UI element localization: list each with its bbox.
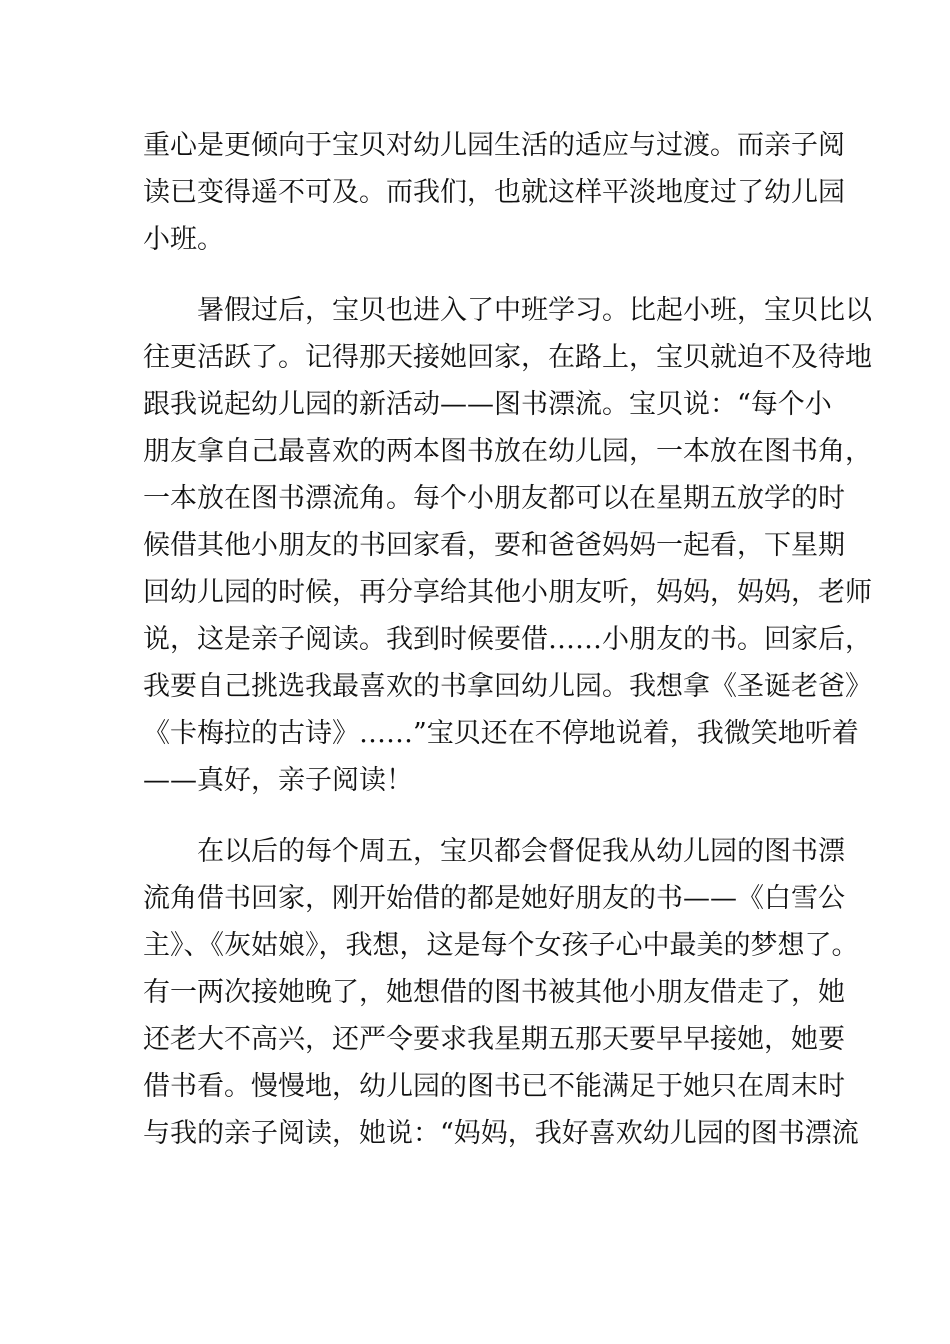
text-line: 重心是更倾向于宝贝对幼儿园生活的适应与过渡。而亲子阅: [143, 130, 845, 161]
text-line: 一本放在图书漂流角。每个小朋友都可以在星期五放学的时: [143, 483, 845, 514]
text-line: 说，这是亲子阅读。我到时候要借……小朋友的书。回家后，: [143, 624, 872, 655]
text-line: 小班。: [143, 224, 224, 255]
text-line: 与我的亲子阅读，她说：“妈妈，我好喜欢幼儿园的图书漂流: [143, 1118, 859, 1149]
paragraph-2: [143, 287, 872, 804]
text-line: 有一两次接她晚了，她想借的图书被其他小朋友借走了，她: [143, 977, 845, 1008]
text-line: 《卡梅拉的古诗》……”宝贝还在不停地说着，我微笑地听着: [143, 718, 859, 749]
body-text: [143, 122, 872, 1157]
text-line: 我要自己挑选我最喜欢的书拿回幼儿园。我想拿《圣诞老爸》: [143, 671, 872, 702]
paragraph-1: [143, 122, 845, 263]
text-line: ——真好，亲子阅读！: [143, 765, 413, 796]
text-line: 流角借书回家，刚开始借的都是她好朋友的书——《白雪公: [143, 883, 845, 914]
text-line: 暑假过后，宝贝也进入了中班学习。比起小班，宝贝比以: [143, 295, 872, 326]
text-line: 朋友拿自己最喜欢的两本图书放在幼儿园，一本放在图书角，: [143, 436, 872, 467]
text-line: 借书看。慢慢地，幼儿园的图书已不能满足于她只在周末时: [143, 1071, 845, 1102]
text-line: 读已变得遥不可及。而我们，也就这样平淡地度过了幼儿园: [143, 177, 845, 208]
text-line: 回幼儿园的时候，再分享给其他小朋友听，妈妈，妈妈，老师: [143, 577, 872, 608]
text-line: 在以后的每个周五，宝贝都会督促我从幼儿园的图书漂: [143, 836, 845, 867]
text-line: 候借其他小朋友的书回家看，要和爸爸妈妈一起看，下星期: [143, 530, 845, 561]
text-line: 还老大不高兴，还严令要求我星期五那天要早早接她，她要: [143, 1024, 845, 1055]
paragraph-3: [143, 828, 859, 1157]
text-line: 往更活跃了。记得那天接她回家，在路上，宝贝就迫不及待地: [143, 342, 872, 373]
text-line: 跟我说起幼儿园的新活动——图书漂流。宝贝说：“每个小: [143, 389, 832, 420]
text-line: 主》、《灰姑娘》，我想，这是每个女孩子心中最美的梦想了。: [143, 930, 859, 961]
